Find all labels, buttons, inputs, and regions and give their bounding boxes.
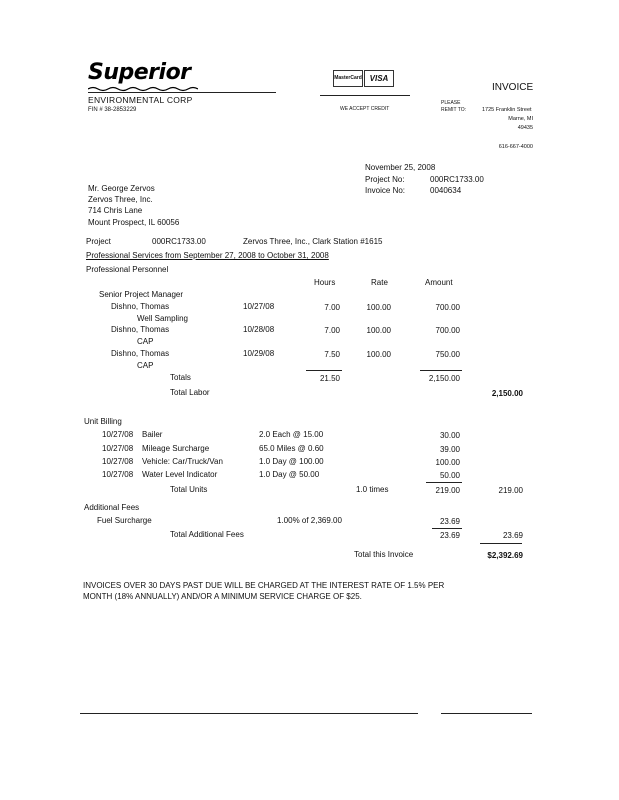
- labor-totals-label: Totals: [170, 373, 191, 382]
- invoice-no-label: Invoice No:: [365, 186, 406, 195]
- labor-role: Senior Project Manager: [99, 290, 184, 299]
- remit-address-2: Marne, MI: [508, 116, 533, 122]
- labor-row-hours: 7.00: [324, 303, 340, 312]
- late-fee-notice-line1: INVOICES OVER 30 DAYS PAST DUE WILL BE CHARGED AT THE INTEREST RATE OF 1.5% PER: [83, 581, 445, 590]
- labor-row-name: Dishno, Thomas: [111, 302, 170, 311]
- units-subtotal: 219.00: [435, 486, 460, 495]
- unit-row-qty: 1.0 Day @ 100.00: [259, 457, 324, 466]
- unit-row-amount: 30.00: [439, 431, 460, 440]
- invoice-no: 0040634: [430, 186, 462, 195]
- company-subtitle: ENVIRONMENTAL CORP: [88, 95, 193, 105]
- labor-row-amount: 700.00: [435, 326, 460, 335]
- invoice-date: November 25, 2008: [365, 163, 436, 172]
- labor-row-date: 10/29/08: [243, 349, 275, 358]
- unit-row-item: Mileage Surcharge: [142, 444, 210, 453]
- labor-row-hours: 7.50: [324, 350, 340, 359]
- remit-label-1: PLEASE: [441, 100, 461, 106]
- remit-address-3: 49435: [517, 125, 533, 131]
- units-amount-rule: [426, 482, 462, 483]
- fees-section-title: Additional Fees: [84, 503, 140, 512]
- labor-row-desc: CAP: [137, 337, 154, 346]
- fee-item: Fuel Surcharge: [97, 516, 152, 525]
- unit-row-amount: 50.00: [439, 471, 460, 480]
- visa-logo: VISA: [364, 70, 394, 87]
- footer-rule-left: [80, 713, 418, 714]
- cards-rule: [320, 95, 410, 96]
- remit-label-2: REMIT TO:: [441, 107, 467, 113]
- labor-row-date: 10/28/08: [243, 325, 275, 334]
- unit-row-date: 10/27/08: [102, 444, 134, 453]
- fee-calc: 1.00% of 2,369.00: [277, 516, 342, 525]
- company-fein: FIN # 38-2853229: [88, 107, 137, 113]
- total-labor-label: Total Labor: [170, 388, 210, 397]
- footer-rule-right: [441, 713, 532, 714]
- labor-section-title: Professional Personnel: [86, 265, 169, 274]
- labor-totals-hours: 21.50: [319, 374, 340, 383]
- units-section-title: Unit Billing: [84, 417, 122, 426]
- unit-row-date: 10/27/08: [102, 470, 134, 479]
- labor-row-name: Dishno, Thomas: [111, 325, 170, 334]
- remit-address-1: 1725 Franklin Street: [482, 107, 532, 113]
- labor-row-name: Dishno, Thomas: [111, 349, 170, 358]
- project-no-label: Project No:: [365, 175, 405, 184]
- total-units-amount: 219.00: [498, 486, 523, 495]
- labor-row-date: 10/27/08: [243, 302, 275, 311]
- project-name: Zervos Three, Inc., Clark Station #1615: [243, 237, 383, 246]
- total-labor-amount: 2,150.00: [491, 389, 523, 398]
- bill-to-street: 714 Chris Lane: [88, 206, 143, 215]
- logo-rule: [88, 92, 276, 93]
- unit-row-date: 10/27/08: [102, 430, 134, 439]
- fees-amount-rule: [432, 528, 462, 529]
- labor-row-hours: 7.00: [324, 326, 340, 335]
- fee-amount: 23.69: [439, 517, 460, 526]
- total-invoice-label: Total this Invoice: [354, 550, 414, 559]
- remit-phone: 616-667-4000: [498, 144, 533, 150]
- company-logo: Superior: [88, 60, 191, 85]
- unit-row-amount: 39.00: [439, 445, 460, 454]
- unit-row-item: Bailer: [142, 430, 163, 439]
- unit-row-qty: 2.0 Each @ 15.00: [259, 430, 324, 439]
- card-caption: WE ACCEPT CREDIT: [340, 106, 390, 112]
- labor-row-desc: Well Sampling: [137, 314, 188, 323]
- unit-row-item: Water Level Indicator: [142, 470, 218, 479]
- labor-row-amount: 700.00: [435, 303, 460, 312]
- labor-hours-rule: [306, 370, 342, 371]
- units-multiplier: 1.0 times: [356, 485, 389, 494]
- labor-amount-rule: [420, 370, 462, 371]
- col-hours-header: Hours: [314, 278, 336, 287]
- bill-to-company: Zervos Three, Inc.: [88, 195, 153, 204]
- project-label: Project: [86, 237, 111, 246]
- grand-total-rule: [480, 543, 522, 544]
- service-period: Professional Services from September 27, 2008 to October 31, 2008: [86, 251, 329, 260]
- invoice-title: INVOICE: [492, 82, 534, 93]
- unit-row-item: Vehicle: Car/Truck/Van: [142, 457, 223, 466]
- labor-row-rate: 100.00: [366, 350, 391, 359]
- project-no: 000RC1733.00: [430, 175, 484, 184]
- labor-row-amount: 750.00: [435, 350, 460, 359]
- bill-to-name: Mr. George Zervos: [88, 184, 155, 193]
- project-number: 000RC1733.00: [152, 237, 206, 246]
- total-units-label: Total Units: [170, 485, 208, 494]
- mastercard-logo: MasterCard: [333, 70, 363, 87]
- total-invoice-amount: $2,392.69: [487, 551, 523, 560]
- bill-to-city: Mount Prospect, IL 60056: [88, 218, 180, 227]
- total-fees-amount: 23.69: [502, 531, 523, 540]
- labor-row-rate: 100.00: [366, 303, 391, 312]
- unit-row-qty: 1.0 Day @ 50.00: [259, 470, 320, 479]
- labor-row-desc: CAP: [137, 361, 154, 370]
- unit-row-amount: 100.00: [435, 458, 460, 467]
- unit-row-date: 10/27/08: [102, 457, 134, 466]
- total-fees-label: Total Additional Fees: [170, 530, 244, 539]
- unit-row-qty: 65.0 Miles @ 0.60: [259, 444, 324, 453]
- labor-totals-amount: 2,150.00: [428, 374, 460, 383]
- col-rate-header: Rate: [371, 278, 388, 287]
- col-amount-header: Amount: [425, 278, 453, 287]
- fees-subtotal: 23.69: [439, 531, 460, 540]
- late-fee-notice-line2: MONTH (18% ANNUALLY) AND/OR A MINIMUM SERVICE CHARGE OF $25.: [83, 592, 362, 601]
- labor-row-rate: 100.00: [366, 326, 391, 335]
